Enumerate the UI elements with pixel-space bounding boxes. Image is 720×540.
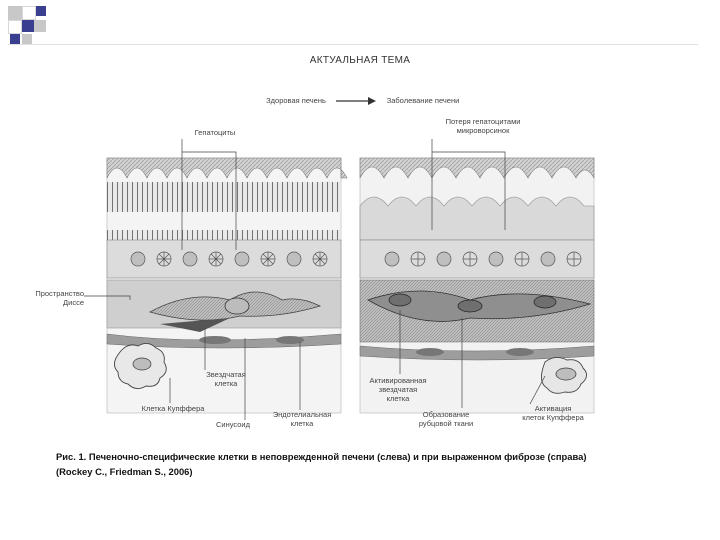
label-activated-stellate xyxy=(356,376,440,403)
label-disse-space xyxy=(24,289,84,307)
label-line: клеток Купффера xyxy=(522,413,584,422)
label-sinusoid: Синусоид xyxy=(216,420,250,429)
label-line: Звездчатая xyxy=(206,370,246,379)
label-line: Потеря гепатоцитами xyxy=(445,117,521,126)
label-line: Активированная xyxy=(369,376,427,385)
label-scar-formation xyxy=(406,410,486,428)
label-line: Активация xyxy=(534,404,572,413)
label-kupffer-activation xyxy=(508,404,598,422)
label-line: Диссе xyxy=(63,298,84,307)
caption-line-2: (Rockey C., Friedman S., 2006) xyxy=(56,466,193,477)
label-line: клетка xyxy=(386,394,410,403)
page-title: АКТУАЛЬНАЯ ТЕМА xyxy=(309,55,411,66)
label-line: микроворсинок xyxy=(456,126,510,135)
caption-line-1: Рис. 1. Печеночно-специфические клетки в неповрежденной печени (слева) и при выраженном фиброзе (справа) xyxy=(56,451,587,462)
label-line: клетка xyxy=(214,379,238,388)
figure-caption xyxy=(56,449,666,479)
label-endothelial-cell xyxy=(262,410,342,428)
legend-healthy: Здоровая печень xyxy=(266,96,326,105)
label-line: Пространство xyxy=(35,289,84,298)
legend-arrow xyxy=(336,97,376,105)
label-stellate-cell xyxy=(196,370,256,388)
label-line: Эндотелиальная xyxy=(272,410,332,419)
legend-diseased: Заболевание печени xyxy=(386,96,460,105)
fibrotic-liver-panel xyxy=(360,139,594,413)
label-kupffer-cell: Клетка Купффера xyxy=(141,404,205,413)
label-microvilli-loss xyxy=(428,117,538,135)
label-line: Образование xyxy=(422,410,470,419)
label-line: звездчатая xyxy=(378,385,418,394)
label-hepatocytes: Гепатоциты xyxy=(194,128,236,137)
label-line: клетка xyxy=(290,419,314,428)
label-line: рубцовой ткани xyxy=(418,419,474,428)
